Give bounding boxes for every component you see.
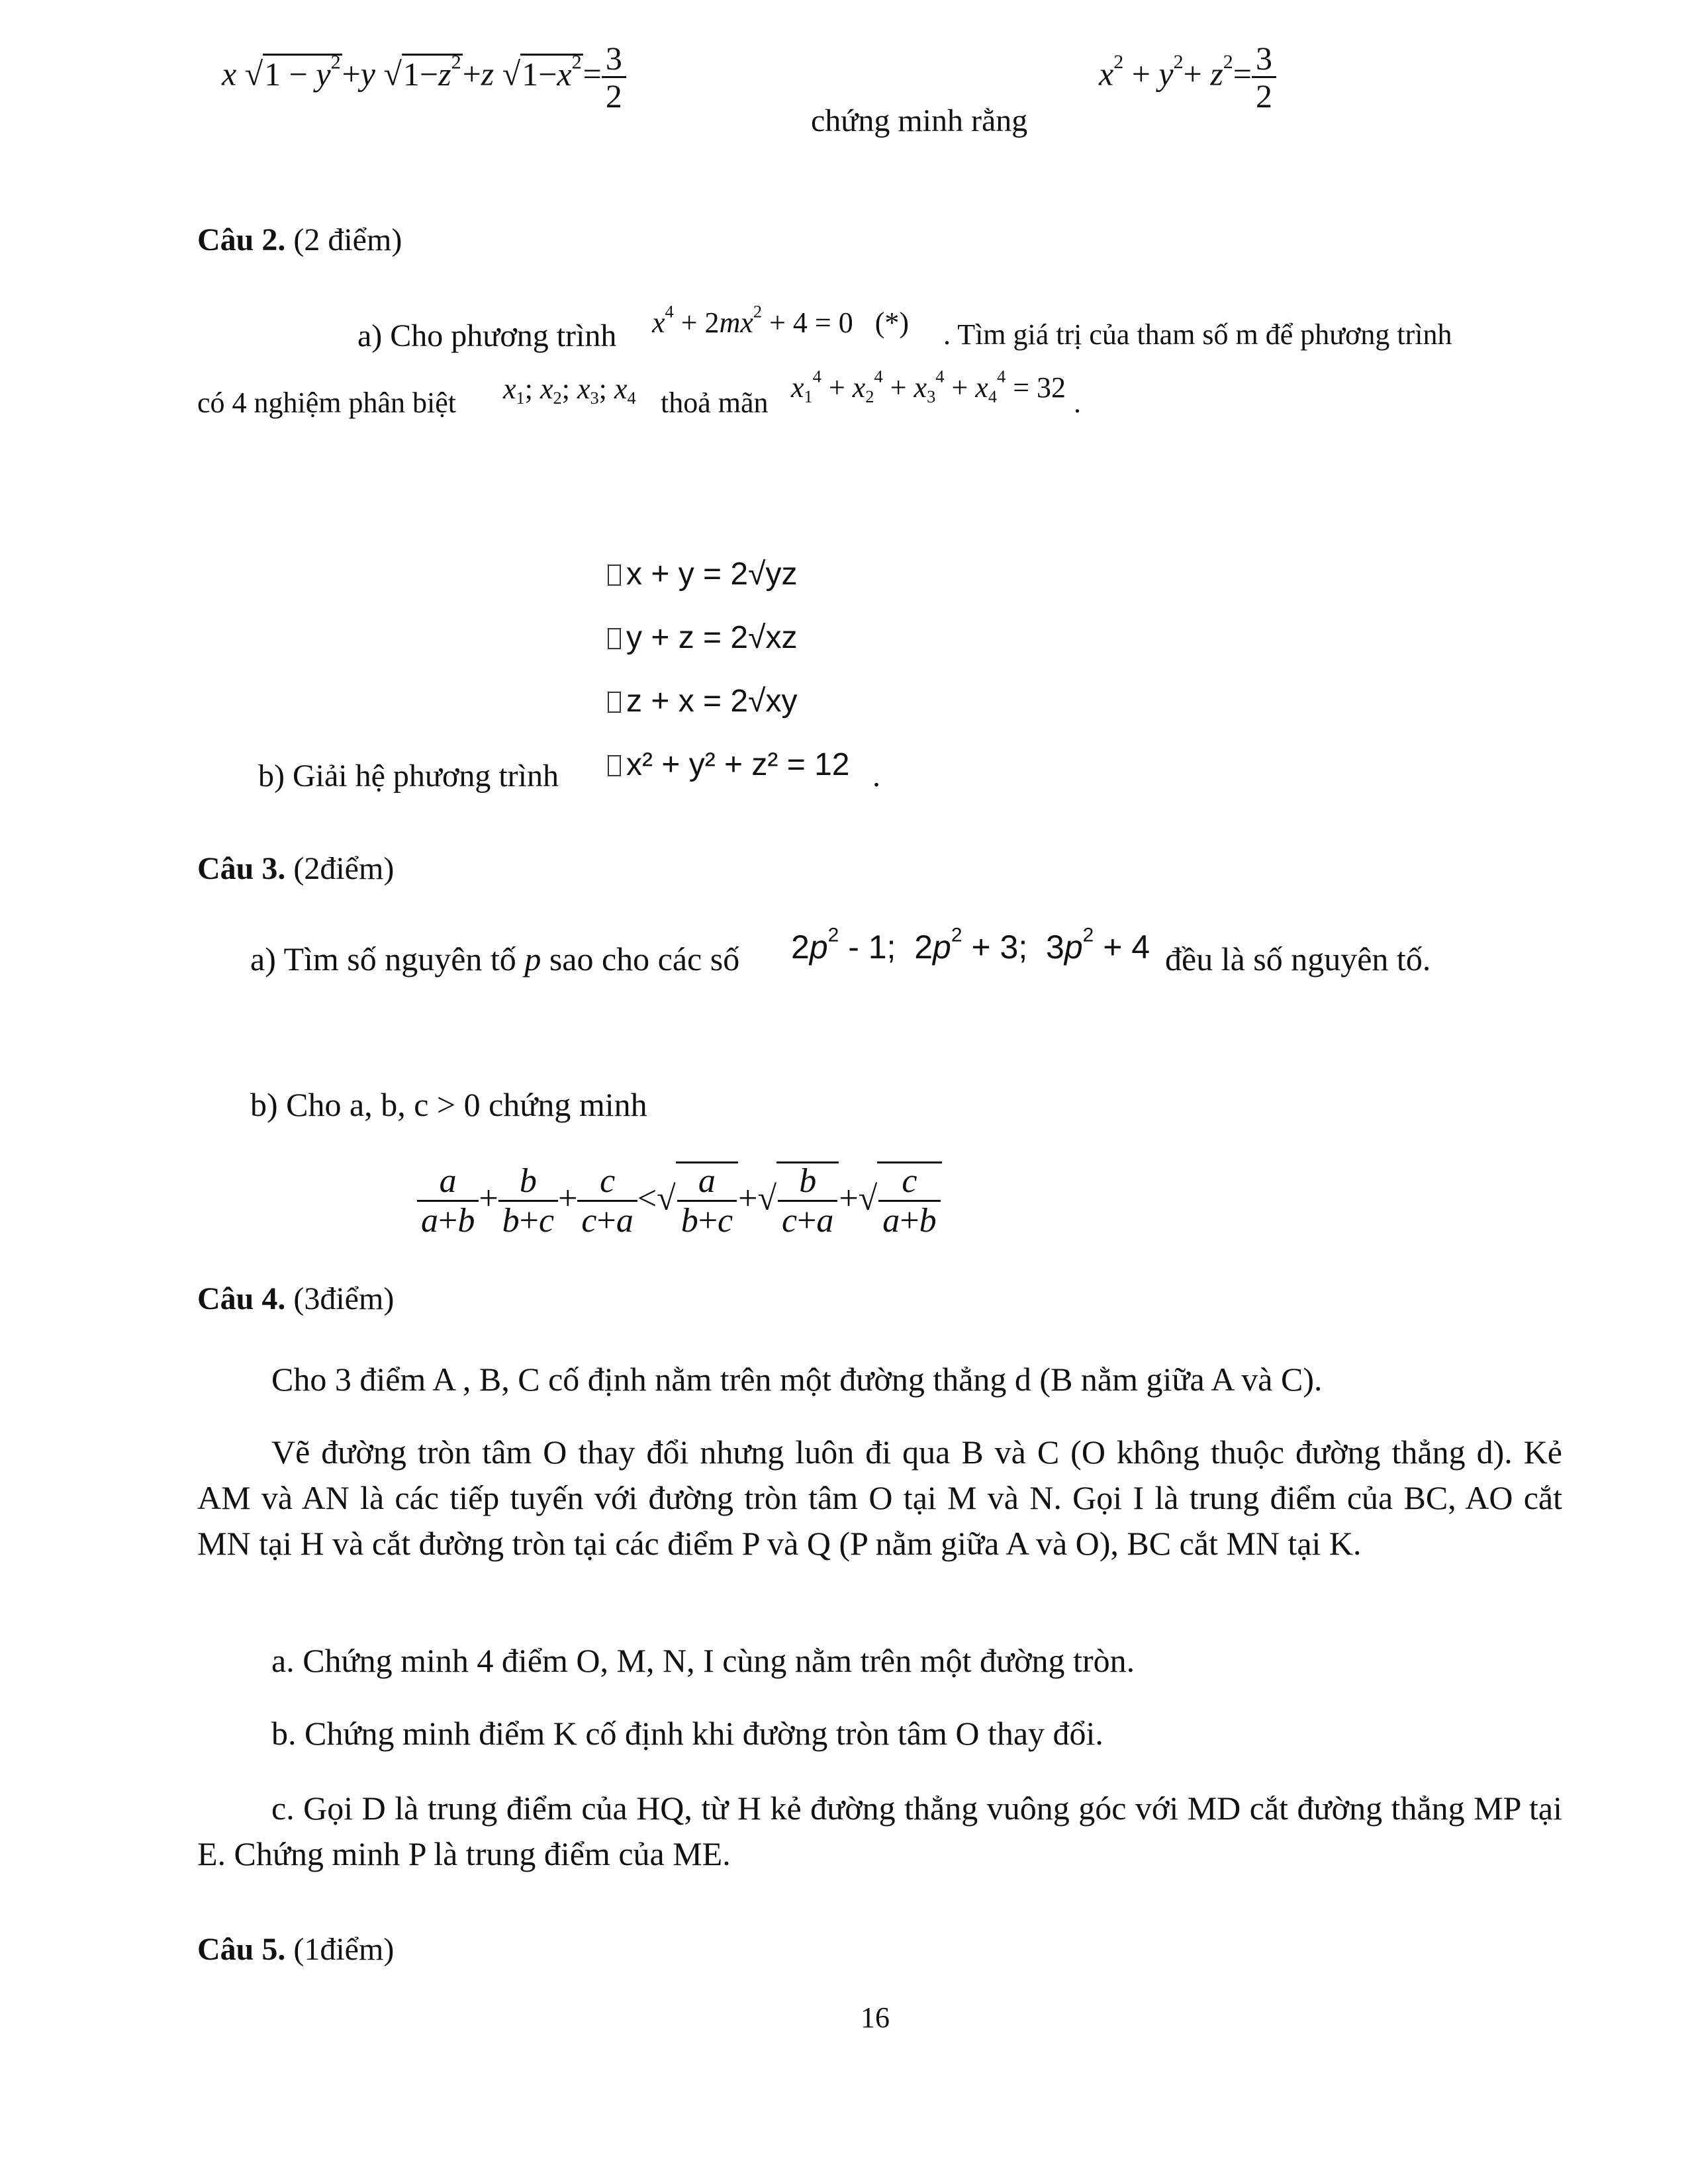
brace-glyph-placeholder — [608, 565, 621, 586]
cau2-b-prefix: b) Giải hệ phương trình — [258, 758, 559, 794]
system-row: x + y = 2√yz — [608, 543, 849, 606]
cau4-p1: Cho 3 điểm A , B, C cố định nằm trên một đường thẳng d (B nằm giữa A và C). — [271, 1361, 1323, 1398]
cau4-pc: c. Gọi D là trung điểm của HQ, từ H kẻ đường thẳng vuông góc với MD cắt đường thẳng MP tại E. Chứng minh P là trung điểm của ME. — [197, 1790, 1562, 1872]
cau2-b-end: . — [872, 758, 880, 794]
cau3-b-inequality: $\frac{a}{a+b}$ + $\frac{b}{b+c}$ + $\frac{c}{c+a}$ <√ $\frac{a}{b+c}$ +√ $\frac{b}{c+a}$ +√ $\frac{c}{a+b}$ — [417, 1161, 942, 1240]
system-row: x² + y² + z² = 12 — [608, 733, 849, 797]
system-row: y + z = 2√xz — [608, 606, 849, 670]
cau2-heading: Câu 2. (2 điểm) — [197, 222, 402, 257]
line1-equation-right: $x^2 + y^2+ z^2=$ $\frac{3}{2}$ — [1099, 41, 1276, 114]
cau4-p2: Vẽ đường tròn tâm O thay đổi nhưng luôn đi qua B và C (O không thuộc đường thẳng d). Kẻ AM và AN là các tiếp tuyến với đường tròn tâm O tại M và N. Gọi I là trung điểm của BC, AO cắt MN tại H và cắt đường tròn tại các điểm P và Q (P nằm giữa A và O), BC cắt MN tại K. — [197, 1433, 1562, 1562]
cau4-heading: Câu 4. (3điểm) — [197, 1281, 395, 1316]
cau3-a-line: a) Tìm số nguyên tố p sao cho các số — [250, 940, 740, 978]
line1-equation-left: x $√1 - y^2+y$ $√1-z^2+z$ $√1-x^2=$ $\frac{3}{2}$ — [222, 41, 626, 114]
cau2-a-line2-prefix: có 4 nghiệm phân biệt — [197, 387, 457, 419]
cau3-heading: Câu 3. (2điểm) — [197, 851, 395, 886]
cau3-b-text: b) Cho a, b, c > 0 chứng minh — [250, 1086, 647, 1123]
cau2-a-roots: $x_1$; $x_2$; $x_3$; $x_4$ — [503, 373, 636, 408]
line1-middle-text: chứng minh rằng — [811, 103, 1028, 138]
cau4-pb: b. Chứng minh điểm K cố định khi đường tròn tâm O thay đổi. — [271, 1715, 1103, 1752]
cau5-heading: Câu 5. (1điểm) — [197, 1932, 395, 1967]
cau2-a-end: . — [1074, 387, 1081, 419]
equation-system — [608, 543, 849, 797]
cau4-pa: a. Chứng minh 4 điểm O, M, N, I cùng nằm trên một đường tròn. — [271, 1642, 1135, 1679]
page-number: 16 — [861, 2001, 890, 2034]
brace-glyph-placeholder — [608, 755, 621, 776]
cau2-a-prefix: a) Cho phương trình — [357, 318, 617, 353]
cau2-a-suffix: . Tìm giá trị của tham số m để phương trình — [943, 318, 1452, 351]
cau3-a-math: $2p^2 - 1$; $2p^2 + 3$; $3p^2 + 4$ — [791, 924, 1150, 966]
cau3-a-suffix: đều là số nguyên tố. — [1165, 940, 1431, 978]
cau2-a-line2-mid: thoả mãn — [661, 387, 769, 419]
cau2-a-condition: $x_1^4 + x_2^4 + x_3^4 + x_4^4 = 32$ — [791, 366, 1066, 406]
brace-glyph-placeholder — [608, 692, 621, 713]
brace-glyph-placeholder — [608, 628, 621, 649]
system-row: z + x = 2√xy — [608, 670, 849, 733]
cau2-a-equation: $x^4 + 2mx^2 + 4 = 0$ (*) — [652, 301, 910, 339]
